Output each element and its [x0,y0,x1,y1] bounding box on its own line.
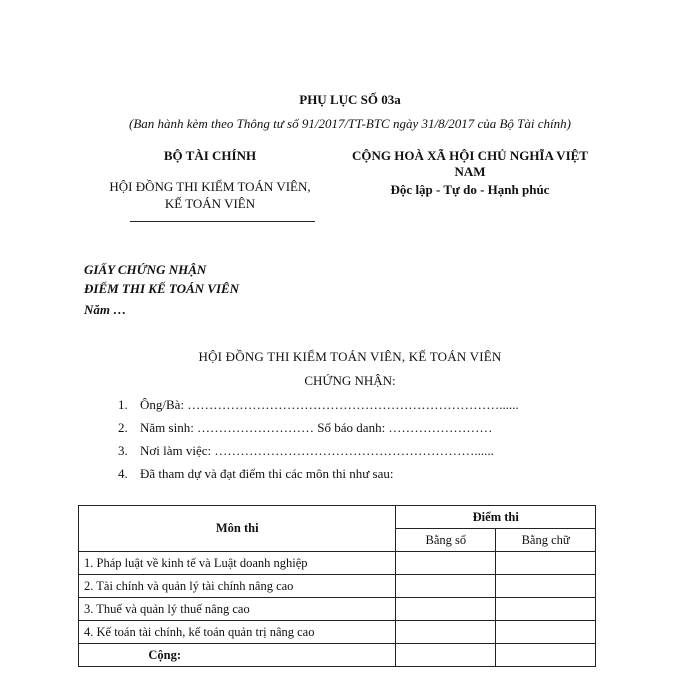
table-row [79,621,596,644]
numeric-score-cell[interactable] [396,621,496,644]
national-header [335,148,605,198]
total-label-cell: Cộng: [79,644,396,667]
council-underline [130,221,315,222]
score-column-header: Điểm thi [396,506,596,529]
certificate-title [84,260,239,298]
list-item-text: Đã tham dự và đạt điểm thi các môn thi như sau: [140,466,394,481]
total-numeric-cell[interactable] [396,644,496,667]
total-words-cell[interactable] [496,644,596,667]
words-score-cell[interactable] [496,575,596,598]
numeric-score-cell[interactable] [396,598,496,621]
words-score-cell[interactable] [496,552,596,575]
list-item-number: 4. [118,466,128,481]
council-heading: HỘI ĐỒNG THI KIỂM TOÁN VIÊN, KẾ TOÁN VIÊN [198,349,502,364]
council-name-line2: KẾ TOÁN VIÊN [164,196,256,211]
list-item-number: 3. [118,443,128,458]
certificate-title-line2: ĐIỂM THI KẾ TOÁN VIÊN [84,281,240,296]
list-item [118,420,492,436]
words-score-header: Bằng chữ [496,529,596,552]
list-item [118,397,519,413]
list-item-number: 1. [118,397,128,412]
certificate-title-line1: GIẤY CHỨNG NHẬN [84,262,207,277]
issuer-header [90,148,330,212]
table-total-row [79,644,596,667]
numeric-score-header: Bằng số [396,529,496,552]
council-name-line1: HỘI ĐỒNG THI KIỂM TOÁN VIÊN, [109,179,311,194]
subject-column-header: Môn thi [79,506,396,552]
list-item-text: Ông/Bà: ………………………………………………………………...... [140,397,519,412]
table-row [79,598,596,621]
country-name-line1: CỘNG HOÀ XÃ HỘI CHỦ NGHĨA VIỆT [352,148,588,163]
appendix-subtitle: (Ban hành kèm theo Thông tư số 91/2017/TT-BTC ngày 31/8/2017 của Bộ Tài chính) [129,116,571,131]
list-item-text: Năm sinh: ……………………… Số báo danh: …………………… [140,420,493,435]
subject-cell: 3. Thuế và quản lý thuế nâng cao [79,598,396,621]
words-score-cell[interactable] [496,621,596,644]
numeric-score-cell[interactable] [396,552,496,575]
table-row [79,575,596,598]
ministry-name: BỘ TÀI CHÍNH [163,148,257,163]
score-table [78,505,596,667]
appendix-title: PHỤ LỤC SỐ 03a [299,92,401,107]
certify-heading: CHỨNG NHẬN: [304,373,396,388]
numeric-score-cell[interactable] [396,575,496,598]
subject-cell: 2. Tài chính và quản lý tài chính nâng cao [79,575,396,598]
words-score-cell[interactable] [496,598,596,621]
certificate-year: Năm … [84,302,127,317]
table-row [79,552,596,575]
list-item-number: 2. [118,420,128,435]
country-name-line2: NAM [454,164,486,179]
national-motto: Độc lập - Tự do - Hạnh phúc [390,182,550,197]
list-item-text: Nơi làm việc: ……………………………………………………...... [140,443,494,458]
table-header-row [79,506,596,529]
subject-cell: 4. Kế toán tài chính, kế toán quản trị nâng cao [79,621,396,644]
list-item [118,443,494,459]
list-item [118,466,393,482]
council-name [90,178,330,212]
subject-cell: 1. Pháp luật về kinh tế và Luật doanh nghiệp [79,552,396,575]
